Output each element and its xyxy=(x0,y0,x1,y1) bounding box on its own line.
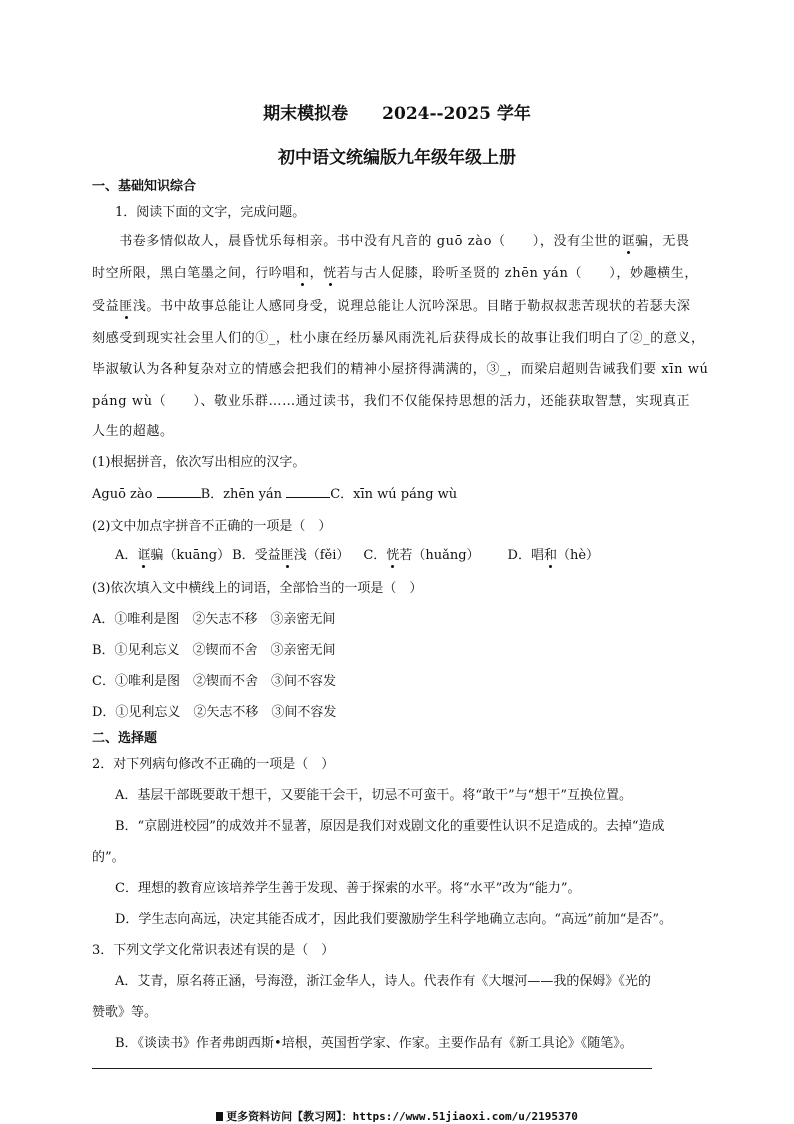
question-1-stem: 1．阅读下面的文字，完成问题。 xyxy=(115,205,306,220)
section-heading-basic: 一、基础知识综合 xyxy=(92,179,197,194)
dotted-char: 恍 xyxy=(386,548,400,563)
dotted-char: 和 xyxy=(543,548,557,563)
question-2-option-b-cont: 的”。 xyxy=(92,850,125,865)
footer-divider xyxy=(92,1068,652,1069)
flag-icon xyxy=(216,1112,223,1121)
question-2-option-b: B．“京剧进校园”的成效并不显著，原因是我们对戏剧文化的重要性认识不足造成的。去掉“造成 xyxy=(115,819,665,834)
dotted-char: 恍 xyxy=(323,266,337,281)
passage-line: 受益匪浅。书中故事总能让人感同身受，说理总能让人沉吟深思。目睹于勒叔叔悲苦现状的若瑟夫深 xyxy=(92,299,691,314)
option-c: C．恍若（huǎng） xyxy=(363,548,480,563)
subquestion-3-option-a: A．①唯利是图 ②矢志不移 ③亲密无间 xyxy=(92,612,336,627)
exam-title: 期末模拟卷 2024--2025 学年 xyxy=(263,104,531,124)
passage-line: 人生的超越。 xyxy=(92,424,174,439)
exam-subtitle: 初中语文统编版九年级年级上册 xyxy=(278,148,516,168)
passage-line: páng wù（ ）、敬业乐群……通过读书，我们不仅能保持思想的活力，还能获取智慧，实现真正 xyxy=(92,394,691,409)
subquestion-3-option-c: C．①唯利是图 ②锲而不舍 ③间不容发 xyxy=(92,674,336,689)
subquestion-1-blanks: Aguō zào B．zhēn yán C．xīn wú páng wù xyxy=(92,487,458,502)
passage-line: 刻感受到现实社会里人们的①_，杜小康在经历暴风雨洗礼后获得成长的故事让我们明白了②_的意义， xyxy=(92,331,705,346)
option-a: A．诓骗（kuāng） xyxy=(115,548,231,563)
question-3-option-b: B．《谈读书》作者弗朗西斯•培根，英国哲学家、作家。主要作品有《新工具论》《随笔》。 xyxy=(115,1036,633,1051)
passage-line: 时空所限，黑白笔墨之间，行吟唱和，恍若与古人促膝，聆听圣贤的 zhēn yán（ ），妙趣横生， xyxy=(92,266,698,281)
passage-line: 毕淑敏认为各种复杂对立的情感会把我们的精神小屋挤得满满的，③_，而梁启超则告诫我们要 xīn wú xyxy=(92,362,709,377)
question-3-option-a-cont: 赞歌》等。 xyxy=(92,1005,158,1020)
dotted-char: 匪 xyxy=(280,548,294,563)
subquestion-3-option-b: B．①见利忘义 ②锲而不舍 ③亲密无间 xyxy=(92,643,336,658)
question-2-option-d: D．学生志向高远，决定其能否成才，因此我们要激励学生科学地确立志向。“高远”前加“是否”。 xyxy=(115,912,673,927)
question-2-option-a: A．基层干部既要敢干想干，又要能干会干，切忌不可蛮干。将“敢干”与“想干”互换位置。 xyxy=(115,788,632,803)
option-d: D．唱和（hè） xyxy=(507,548,600,563)
dotted-char: 诓 xyxy=(621,234,636,249)
subquestion-3-prompt: (3)依次填入文中横线上的词语，全部恰当的一项是（ ） xyxy=(92,581,423,596)
question-3-stem: 3．下列文学文化常识表述有误的是（ ） xyxy=(92,943,335,958)
section-heading-choice: 二、选择题 xyxy=(92,731,158,746)
passage-line: 书卷多情似故人，晨昏忧乐每相亲。书中没有凡音的 guō zào（ ），没有尘世的诓骗，无畏 xyxy=(92,234,690,249)
question-3-option-a: A．艾青，原名蒋正涵，号海澄，浙江金华人，诗人。代表作有《大堰河——我的保姆》《光的 xyxy=(115,974,651,989)
subquestion-2-options xyxy=(115,544,599,563)
dotted-char: 诓 xyxy=(137,548,151,563)
subquestion-2-prompt: (2)文中加点字拼音不正确的一项是（ ） xyxy=(92,519,332,534)
subquestion-1-prompt: (1)根据拼音，依次写出相应的汉字。 xyxy=(92,455,306,470)
footer-link[interactable]: 更多资料访问【教习网】：https://www.51jiaoxi.com/u/2195370 xyxy=(0,1108,794,1124)
option-b: B．受益匪浅（fěi） xyxy=(232,548,350,563)
question-2-stem: 2．对下列病句修改不正确的一项是（ ） xyxy=(92,757,335,772)
answer-blank[interactable] xyxy=(157,486,201,498)
dotted-char: 匪 xyxy=(119,299,133,314)
question-2-option-c: C．理想的教育应该培养学生善于发现、善于探索的水平。将“水平”改为“能力”。 xyxy=(115,881,581,896)
subquestion-3-option-d: D．①见利忘义 ②矢志不移 ③间不容发 xyxy=(92,705,337,720)
answer-blank[interactable] xyxy=(286,486,330,498)
dotted-char: 和 xyxy=(296,266,310,281)
